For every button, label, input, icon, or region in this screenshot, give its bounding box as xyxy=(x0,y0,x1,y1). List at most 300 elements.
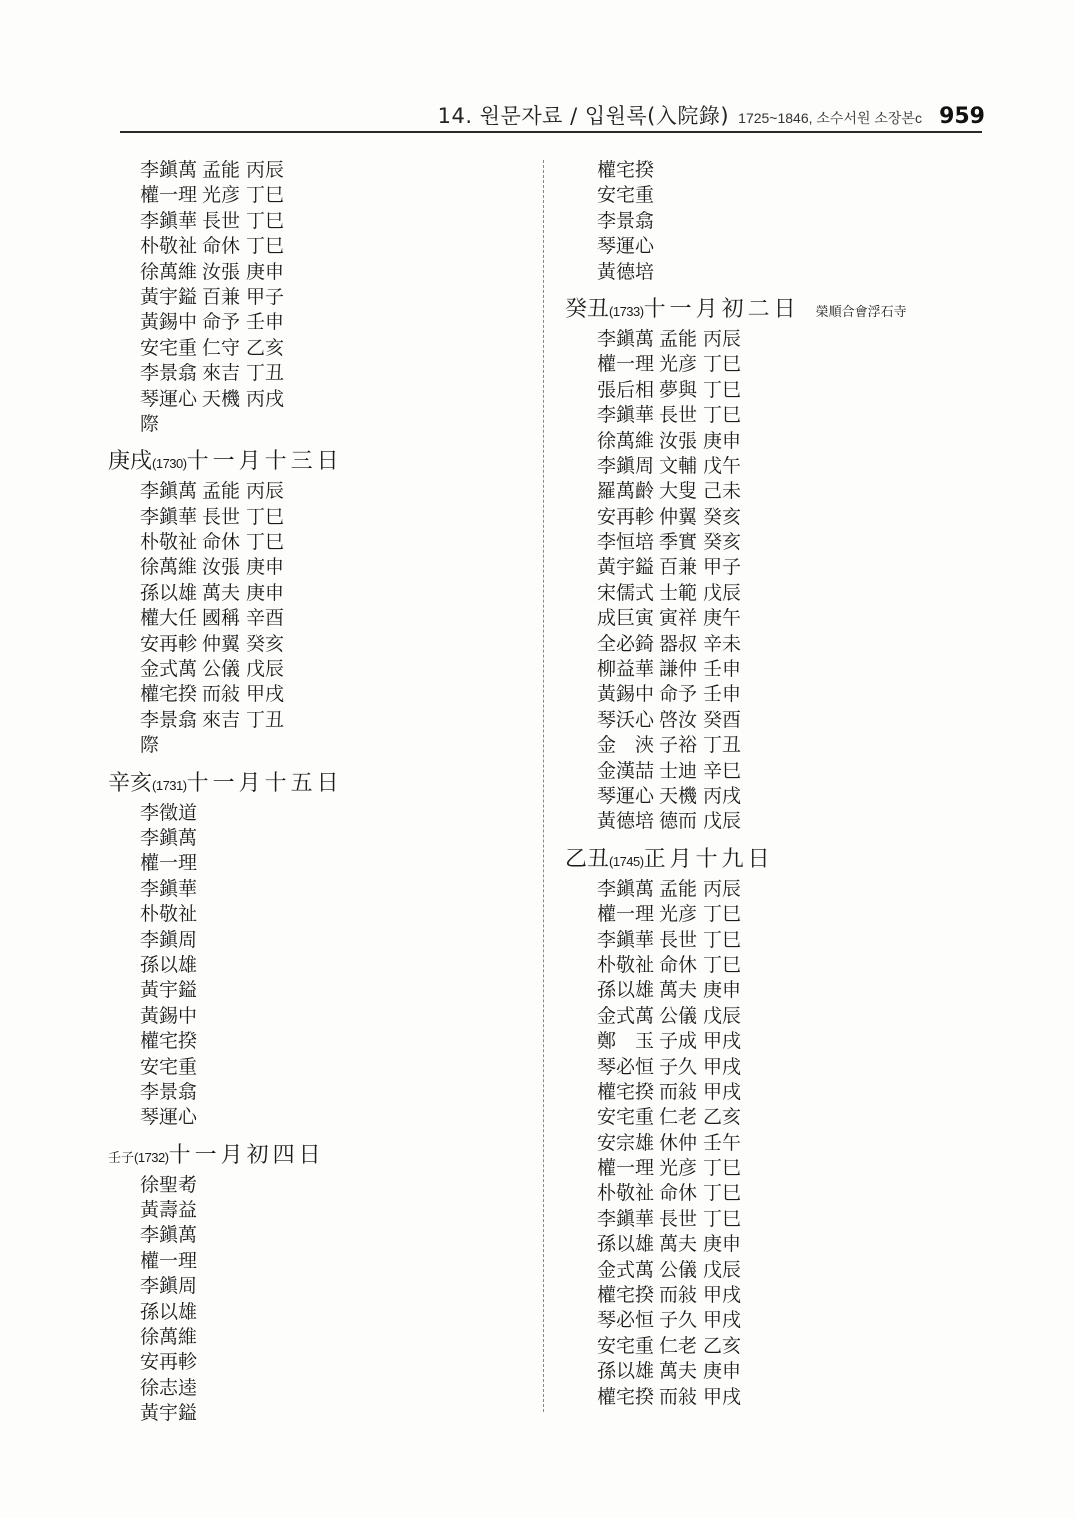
person-name: 羅萬齡 xyxy=(597,480,655,503)
birth-year: 甲戌 xyxy=(703,1309,742,1332)
courtesy-name: 公儀 xyxy=(659,1258,698,1281)
birth-year: 丁巳 xyxy=(703,1157,742,1180)
name-entry-row xyxy=(565,1283,1065,1308)
person-name: 黃宇鎰 xyxy=(140,1402,198,1425)
date-era: 癸丑 xyxy=(565,296,610,322)
name-entry-row xyxy=(565,1029,1065,1054)
courtesy-name: 大叟 xyxy=(659,480,698,503)
person-name: 安宗雄 xyxy=(597,1131,655,1154)
date-era: 庚戌 xyxy=(108,449,153,475)
name-entry-row xyxy=(108,285,528,310)
birth-year: 庚申 xyxy=(246,581,285,604)
header-subtitle: 1725~1846, 소수서원 소장본c xyxy=(738,110,922,126)
name-entry-row xyxy=(108,606,528,631)
person-name: 安宅重 xyxy=(140,336,198,359)
person-name: 黃宇鎰 xyxy=(597,556,655,579)
person-name: 徐萬維 xyxy=(140,556,198,579)
person-name: 金 浹 xyxy=(597,734,655,757)
birth-year: 丙戌 xyxy=(703,784,742,807)
name-entry-row xyxy=(565,1359,1065,1384)
birth-year: 丙辰 xyxy=(703,327,742,350)
courtesy-name: 命休 xyxy=(659,953,698,976)
name-entry-row xyxy=(108,361,528,386)
name-entry-row xyxy=(108,530,528,555)
date-month-day: 十一月初二日 xyxy=(643,296,800,322)
person-name: 黃德培 xyxy=(597,810,655,833)
courtesy-name: 萬夫 xyxy=(202,581,241,604)
courtesy-name: 而敍 xyxy=(659,1080,698,1103)
person-name: 黃錫中 xyxy=(597,683,655,706)
birth-year: 戊辰 xyxy=(703,810,742,833)
person-name: 李鎭華 xyxy=(140,209,198,232)
birth-year: 丙辰 xyxy=(246,480,285,503)
birth-year: 甲戌 xyxy=(703,1284,742,1307)
name-entry-row xyxy=(565,1004,1065,1029)
birth-year: 癸亥 xyxy=(246,632,285,655)
name-entry-row xyxy=(565,183,1065,208)
name-entry-row xyxy=(108,1223,528,1248)
courtesy-name: 光彦 xyxy=(659,353,698,376)
person-name: 李恒培 xyxy=(597,531,655,554)
person-name: 李徵道 xyxy=(140,801,198,824)
person-name: 李鎭周 xyxy=(140,1275,198,1298)
person-name: 李鎭萬 xyxy=(140,480,198,503)
name-entry-row xyxy=(565,1131,1065,1156)
birth-year: 甲戌 xyxy=(703,1055,742,1078)
person-name: 李鎭萬 xyxy=(597,327,655,350)
name-entry-row xyxy=(108,1300,528,1325)
courtesy-name: 長世 xyxy=(659,404,698,427)
person-name: 權一理 xyxy=(140,1249,198,1272)
name-entry-row xyxy=(565,953,1065,978)
person-name: 安再軫 xyxy=(140,1351,198,1374)
courtesy-name: 光彦 xyxy=(659,903,698,926)
name-entry-row xyxy=(108,1401,528,1426)
birth-year: 己未 xyxy=(703,480,742,503)
courtesy-name: 長世 xyxy=(659,1207,698,1230)
name-entry-row xyxy=(565,978,1065,1003)
person-name: 金式萬 xyxy=(597,1258,655,1281)
entry-block xyxy=(108,767,528,1131)
birth-year: 丁巳 xyxy=(703,953,742,976)
person-name: 際 xyxy=(140,412,160,435)
courtesy-name: 來吉 xyxy=(202,708,241,731)
birth-year: 癸亥 xyxy=(703,505,742,528)
name-entry-row xyxy=(565,505,1065,530)
courtesy-name: 命休 xyxy=(659,1182,698,1205)
birth-year: 丁巳 xyxy=(703,903,742,926)
meeting-date-heading xyxy=(565,293,1065,327)
name-entry-row xyxy=(565,530,1065,555)
person-name: 權宅揆 xyxy=(597,159,655,181)
person-name: 權宅揆 xyxy=(140,683,198,706)
date-year: (1733) xyxy=(609,303,644,319)
person-name: 李鎭萬 xyxy=(140,1224,198,1247)
name-entry-row xyxy=(108,826,528,851)
birth-year: 甲戌 xyxy=(246,683,285,706)
person-name: 權宅揆 xyxy=(597,1284,655,1307)
courtesy-name: 子裕 xyxy=(659,734,698,757)
courtesy-name: 孟能 xyxy=(659,327,698,350)
courtesy-name: 士迪 xyxy=(659,759,698,782)
name-entry-row xyxy=(565,1385,1065,1410)
birth-year: 丁丑 xyxy=(703,734,742,757)
birth-year: 辛酉 xyxy=(246,607,285,630)
date-era: 壬子 xyxy=(108,1149,135,1165)
name-entry-row xyxy=(108,632,528,657)
name-entry-row xyxy=(565,429,1065,454)
courtesy-name: 命休 xyxy=(202,235,241,258)
person-name: 黃錫中 xyxy=(140,1004,198,1027)
header-rule xyxy=(120,131,982,133)
right-column xyxy=(565,158,1065,1410)
name-entry-row xyxy=(108,1274,528,1299)
courtesy-name: 德而 xyxy=(659,810,698,833)
name-entry-row xyxy=(108,1198,528,1223)
name-entry-row xyxy=(565,759,1065,784)
person-name: 李鎭周 xyxy=(597,454,655,477)
birth-year: 甲戌 xyxy=(703,1385,742,1408)
courtesy-name: 天機 xyxy=(659,784,698,807)
birth-year: 乙亥 xyxy=(703,1106,742,1129)
person-name: 李鎭萬 xyxy=(140,159,198,181)
courtesy-name: 而敍 xyxy=(202,683,241,706)
name-entry-row xyxy=(108,1029,528,1054)
courtesy-name: 仁守 xyxy=(202,336,241,359)
name-entry-row xyxy=(565,1105,1065,1130)
birth-year: 戊午 xyxy=(703,454,742,477)
name-entry-row xyxy=(108,902,528,927)
person-name: 徐萬維 xyxy=(140,260,198,283)
birth-year: 丁巳 xyxy=(246,209,285,232)
person-name: 朴敬祉 xyxy=(597,1182,655,1205)
name-entry-row xyxy=(108,1350,528,1375)
courtesy-name: 天機 xyxy=(202,387,241,410)
person-name: 安宅重 xyxy=(140,1055,198,1078)
courtesy-name: 器叔 xyxy=(659,632,698,655)
name-entry-row xyxy=(108,708,528,733)
name-entry-row xyxy=(565,581,1065,606)
date-note: 榮順合會浮石寺 xyxy=(815,304,907,320)
person-name: 琴必恒 xyxy=(597,1055,655,1078)
courtesy-name: 光彦 xyxy=(202,184,241,207)
name-entry-row xyxy=(565,1258,1065,1283)
name-entry-row xyxy=(108,581,528,606)
courtesy-name: 仁老 xyxy=(659,1106,698,1129)
name-entry-row xyxy=(565,158,1065,183)
name-entry-row xyxy=(108,158,528,183)
meeting-date-heading xyxy=(108,767,528,801)
person-name: 張后相 xyxy=(597,378,655,401)
person-name: 琴運心 xyxy=(140,387,198,410)
person-name: 李鎭華 xyxy=(140,505,198,528)
birth-year: 丁巳 xyxy=(246,184,285,207)
person-name: 徐志逵 xyxy=(140,1376,198,1399)
name-entry-row xyxy=(108,1376,528,1401)
person-name: 柳益華 xyxy=(597,658,655,681)
person-name: 李鎭華 xyxy=(597,1207,655,1230)
birth-year: 戊辰 xyxy=(703,1004,742,1027)
courtesy-name: 子成 xyxy=(659,1030,698,1053)
entry-block xyxy=(108,445,528,758)
courtesy-name: 百兼 xyxy=(202,285,241,308)
name-entry-row xyxy=(565,657,1065,682)
courtesy-name: 孟能 xyxy=(202,480,241,503)
person-name: 朴敬祉 xyxy=(140,235,198,258)
name-entry-row xyxy=(565,606,1065,631)
meeting-date-heading xyxy=(565,843,1065,877)
name-entry-row xyxy=(565,454,1065,479)
entry-block xyxy=(108,158,528,437)
person-name: 琴沃心 xyxy=(597,708,655,731)
courtesy-name: 仲翼 xyxy=(202,632,241,655)
person-name: 安再軫 xyxy=(597,505,655,528)
date-era: 辛亥 xyxy=(108,770,153,796)
person-name: 黃德培 xyxy=(597,260,655,283)
name-entry-row xyxy=(108,505,528,530)
courtesy-name: 文輔 xyxy=(659,454,698,477)
courtesy-name: 命休 xyxy=(202,531,241,554)
courtesy-name: 萬夫 xyxy=(659,1233,698,1256)
birth-year: 壬申 xyxy=(703,683,742,706)
birth-year: 丁巳 xyxy=(703,404,742,427)
date-month-day: 十一月十三日 xyxy=(186,449,343,475)
person-name: 李鎭華 xyxy=(597,928,655,951)
date-year: (1730) xyxy=(152,456,187,472)
birth-year: 丁巳 xyxy=(703,353,742,376)
person-name: 黃錫中 xyxy=(140,311,198,334)
name-entry-row xyxy=(565,209,1065,234)
birth-year: 甲子 xyxy=(246,285,285,308)
person-name: 孫以雄 xyxy=(140,581,198,604)
person-name: 朴敬祉 xyxy=(140,903,198,926)
courtesy-name: 國稱 xyxy=(202,607,241,630)
person-name: 李鎭萬 xyxy=(597,877,655,900)
person-name: 安宅重 xyxy=(597,184,655,207)
name-entry-row xyxy=(108,953,528,978)
courtesy-name: 長世 xyxy=(659,928,698,951)
person-name: 李鎭萬 xyxy=(140,826,198,849)
left-column xyxy=(108,158,528,1427)
person-name: 朴敬祉 xyxy=(597,953,655,976)
courtesy-name: 命予 xyxy=(202,311,241,334)
courtesy-name: 子久 xyxy=(659,1309,698,1332)
birth-year: 丙辰 xyxy=(703,877,742,900)
person-name: 際 xyxy=(140,734,160,757)
name-entry-row xyxy=(108,1325,528,1350)
date-year: (1732) xyxy=(134,1149,169,1165)
birth-year: 丁巳 xyxy=(703,378,742,401)
person-name: 權一理 xyxy=(597,1157,655,1180)
courtesy-name: 萬夫 xyxy=(659,979,698,1002)
name-entry-row xyxy=(565,902,1065,927)
birth-year: 庚申 xyxy=(703,1360,742,1383)
courtesy-name: 而敍 xyxy=(659,1385,698,1408)
courtesy-name: 公儀 xyxy=(202,658,241,681)
name-entry-row xyxy=(108,412,528,437)
name-entry-row xyxy=(108,877,528,902)
name-entry-row xyxy=(108,336,528,361)
name-entry-row xyxy=(108,1105,528,1130)
person-name: 權一理 xyxy=(140,184,198,207)
person-name: 成巨寅 xyxy=(597,607,655,630)
person-name: 黃宇鎰 xyxy=(140,285,198,308)
name-entry-row xyxy=(565,234,1065,259)
name-entry-row xyxy=(565,327,1065,352)
courtesy-name: 汝張 xyxy=(202,556,241,579)
person-name: 李景翕 xyxy=(140,362,198,385)
person-name: 安宅重 xyxy=(597,1106,655,1129)
date-month-day: 十一月十五日 xyxy=(186,770,343,796)
person-name: 孫以雄 xyxy=(140,1300,198,1323)
birth-year: 甲子 xyxy=(703,556,742,579)
person-name: 孫以雄 xyxy=(597,1360,655,1383)
entry-block xyxy=(565,158,1065,285)
person-name: 琴必恒 xyxy=(597,1309,655,1332)
name-entry-row xyxy=(108,801,528,826)
courtesy-name: 季實 xyxy=(659,531,698,554)
courtesy-name: 夢與 xyxy=(659,378,698,401)
birth-year: 庚午 xyxy=(703,607,742,630)
name-entry-row xyxy=(108,1173,528,1198)
birth-year: 甲戌 xyxy=(703,1030,742,1053)
date-month-day: 正月十九日 xyxy=(643,846,774,872)
birth-year: 庚申 xyxy=(703,429,742,452)
name-entry-row xyxy=(108,1249,528,1274)
name-entry-row xyxy=(108,733,528,758)
courtesy-name: 孟能 xyxy=(659,877,698,900)
meeting-date-heading xyxy=(108,1139,528,1173)
name-entry-row xyxy=(565,403,1065,428)
person-name: 全必錡 xyxy=(597,632,655,655)
courtesy-name: 子久 xyxy=(659,1055,698,1078)
courtesy-name: 休仲 xyxy=(659,1131,698,1154)
birth-year: 戊辰 xyxy=(703,1258,742,1281)
person-name: 權一理 xyxy=(597,353,655,376)
person-name: 鄭 玉 xyxy=(597,1030,655,1053)
name-entry-row xyxy=(565,1055,1065,1080)
name-entry-row xyxy=(108,183,528,208)
name-entry-row xyxy=(565,1080,1065,1105)
birth-year: 壬申 xyxy=(246,311,285,334)
person-name: 宋儒式 xyxy=(597,581,655,604)
person-name: 孫以雄 xyxy=(597,979,655,1002)
date-month-day: 十一月初四日 xyxy=(168,1142,325,1168)
page-number: 959 xyxy=(939,104,985,129)
birth-year: 壬申 xyxy=(703,658,742,681)
birth-year: 乙亥 xyxy=(246,336,285,359)
birth-year: 丁丑 xyxy=(246,362,285,385)
name-entry-row xyxy=(108,657,528,682)
name-entry-row xyxy=(565,1308,1065,1333)
person-name: 李景翕 xyxy=(597,209,655,232)
date-era: 乙丑 xyxy=(565,846,610,872)
person-name: 孫以雄 xyxy=(597,1233,655,1256)
courtesy-name: 命予 xyxy=(659,683,698,706)
column-divider xyxy=(543,160,544,1412)
courtesy-name: 百兼 xyxy=(659,556,698,579)
person-name: 權大任 xyxy=(140,607,198,630)
date-year: (1731) xyxy=(152,777,187,793)
birth-year: 丁巳 xyxy=(703,1207,742,1230)
header-title: 14. 원문자료 / 입원록(入院錄) xyxy=(437,104,730,128)
name-entry-row xyxy=(108,555,528,580)
name-entry-row xyxy=(565,1232,1065,1257)
person-name: 安宅重 xyxy=(597,1334,655,1357)
birth-year: 癸酉 xyxy=(703,708,742,731)
running-header xyxy=(0,100,985,132)
name-entry-row xyxy=(108,234,528,259)
person-name: 徐萬維 xyxy=(597,429,655,452)
birth-year: 庚申 xyxy=(703,979,742,1002)
courtesy-name: 孟能 xyxy=(202,159,241,181)
name-entry-row xyxy=(565,1156,1065,1181)
courtesy-name: 長世 xyxy=(202,209,241,232)
birth-year: 丁巳 xyxy=(246,235,285,258)
name-entry-row xyxy=(565,555,1065,580)
entry-block xyxy=(108,1139,528,1427)
courtesy-name: 來吉 xyxy=(202,362,241,385)
person-name: 金式萬 xyxy=(597,1004,655,1027)
name-entry-row xyxy=(108,310,528,335)
name-entry-row xyxy=(565,784,1065,809)
person-name: 琴運心 xyxy=(140,1106,198,1129)
name-entry-row xyxy=(565,632,1065,657)
birth-year: 庚申 xyxy=(703,1233,742,1256)
person-name: 朴敬祉 xyxy=(140,531,198,554)
name-entry-row xyxy=(565,352,1065,377)
name-entry-row xyxy=(565,1181,1065,1206)
courtesy-name: 光彦 xyxy=(659,1157,698,1180)
meeting-date-heading xyxy=(108,445,528,479)
person-name: 徐萬維 xyxy=(140,1326,198,1349)
courtesy-name: 汝張 xyxy=(659,429,698,452)
courtesy-name: 萬夫 xyxy=(659,1360,698,1383)
name-entry-row xyxy=(108,1004,528,1029)
birth-year: 戊辰 xyxy=(246,658,285,681)
birth-year: 丁巳 xyxy=(703,928,742,951)
name-entry-row xyxy=(565,809,1065,834)
person-name: 李鎭華 xyxy=(597,404,655,427)
name-entry-row xyxy=(108,1080,528,1105)
birth-year: 丙戌 xyxy=(246,387,285,410)
name-entry-row xyxy=(565,260,1065,285)
birth-year: 辛未 xyxy=(703,632,742,655)
courtesy-name: 公儀 xyxy=(659,1004,698,1027)
person-name: 金式萬 xyxy=(140,658,198,681)
birth-year: 乙亥 xyxy=(703,1334,742,1357)
birth-year: 庚申 xyxy=(246,556,285,579)
name-entry-row xyxy=(108,682,528,707)
name-entry-row xyxy=(565,877,1065,902)
birth-year: 庚申 xyxy=(246,260,285,283)
courtesy-name: 寅祥 xyxy=(659,607,698,630)
person-name: 權一理 xyxy=(597,903,655,926)
courtesy-name: 長世 xyxy=(202,505,241,528)
birth-year: 丁巳 xyxy=(703,1182,742,1205)
birth-year: 丁巳 xyxy=(246,505,285,528)
name-entry-row xyxy=(108,978,528,1003)
courtesy-name: 謙仲 xyxy=(659,658,698,681)
person-name: 安再軫 xyxy=(140,632,198,655)
entry-block xyxy=(565,843,1065,1410)
name-entry-row xyxy=(108,209,528,234)
person-name: 黃宇鎰 xyxy=(140,979,198,1002)
name-entry-row xyxy=(108,479,528,504)
person-name: 徐聖耇 xyxy=(140,1173,198,1196)
name-entry-row xyxy=(565,733,1065,758)
courtesy-name: 汝張 xyxy=(202,260,241,283)
